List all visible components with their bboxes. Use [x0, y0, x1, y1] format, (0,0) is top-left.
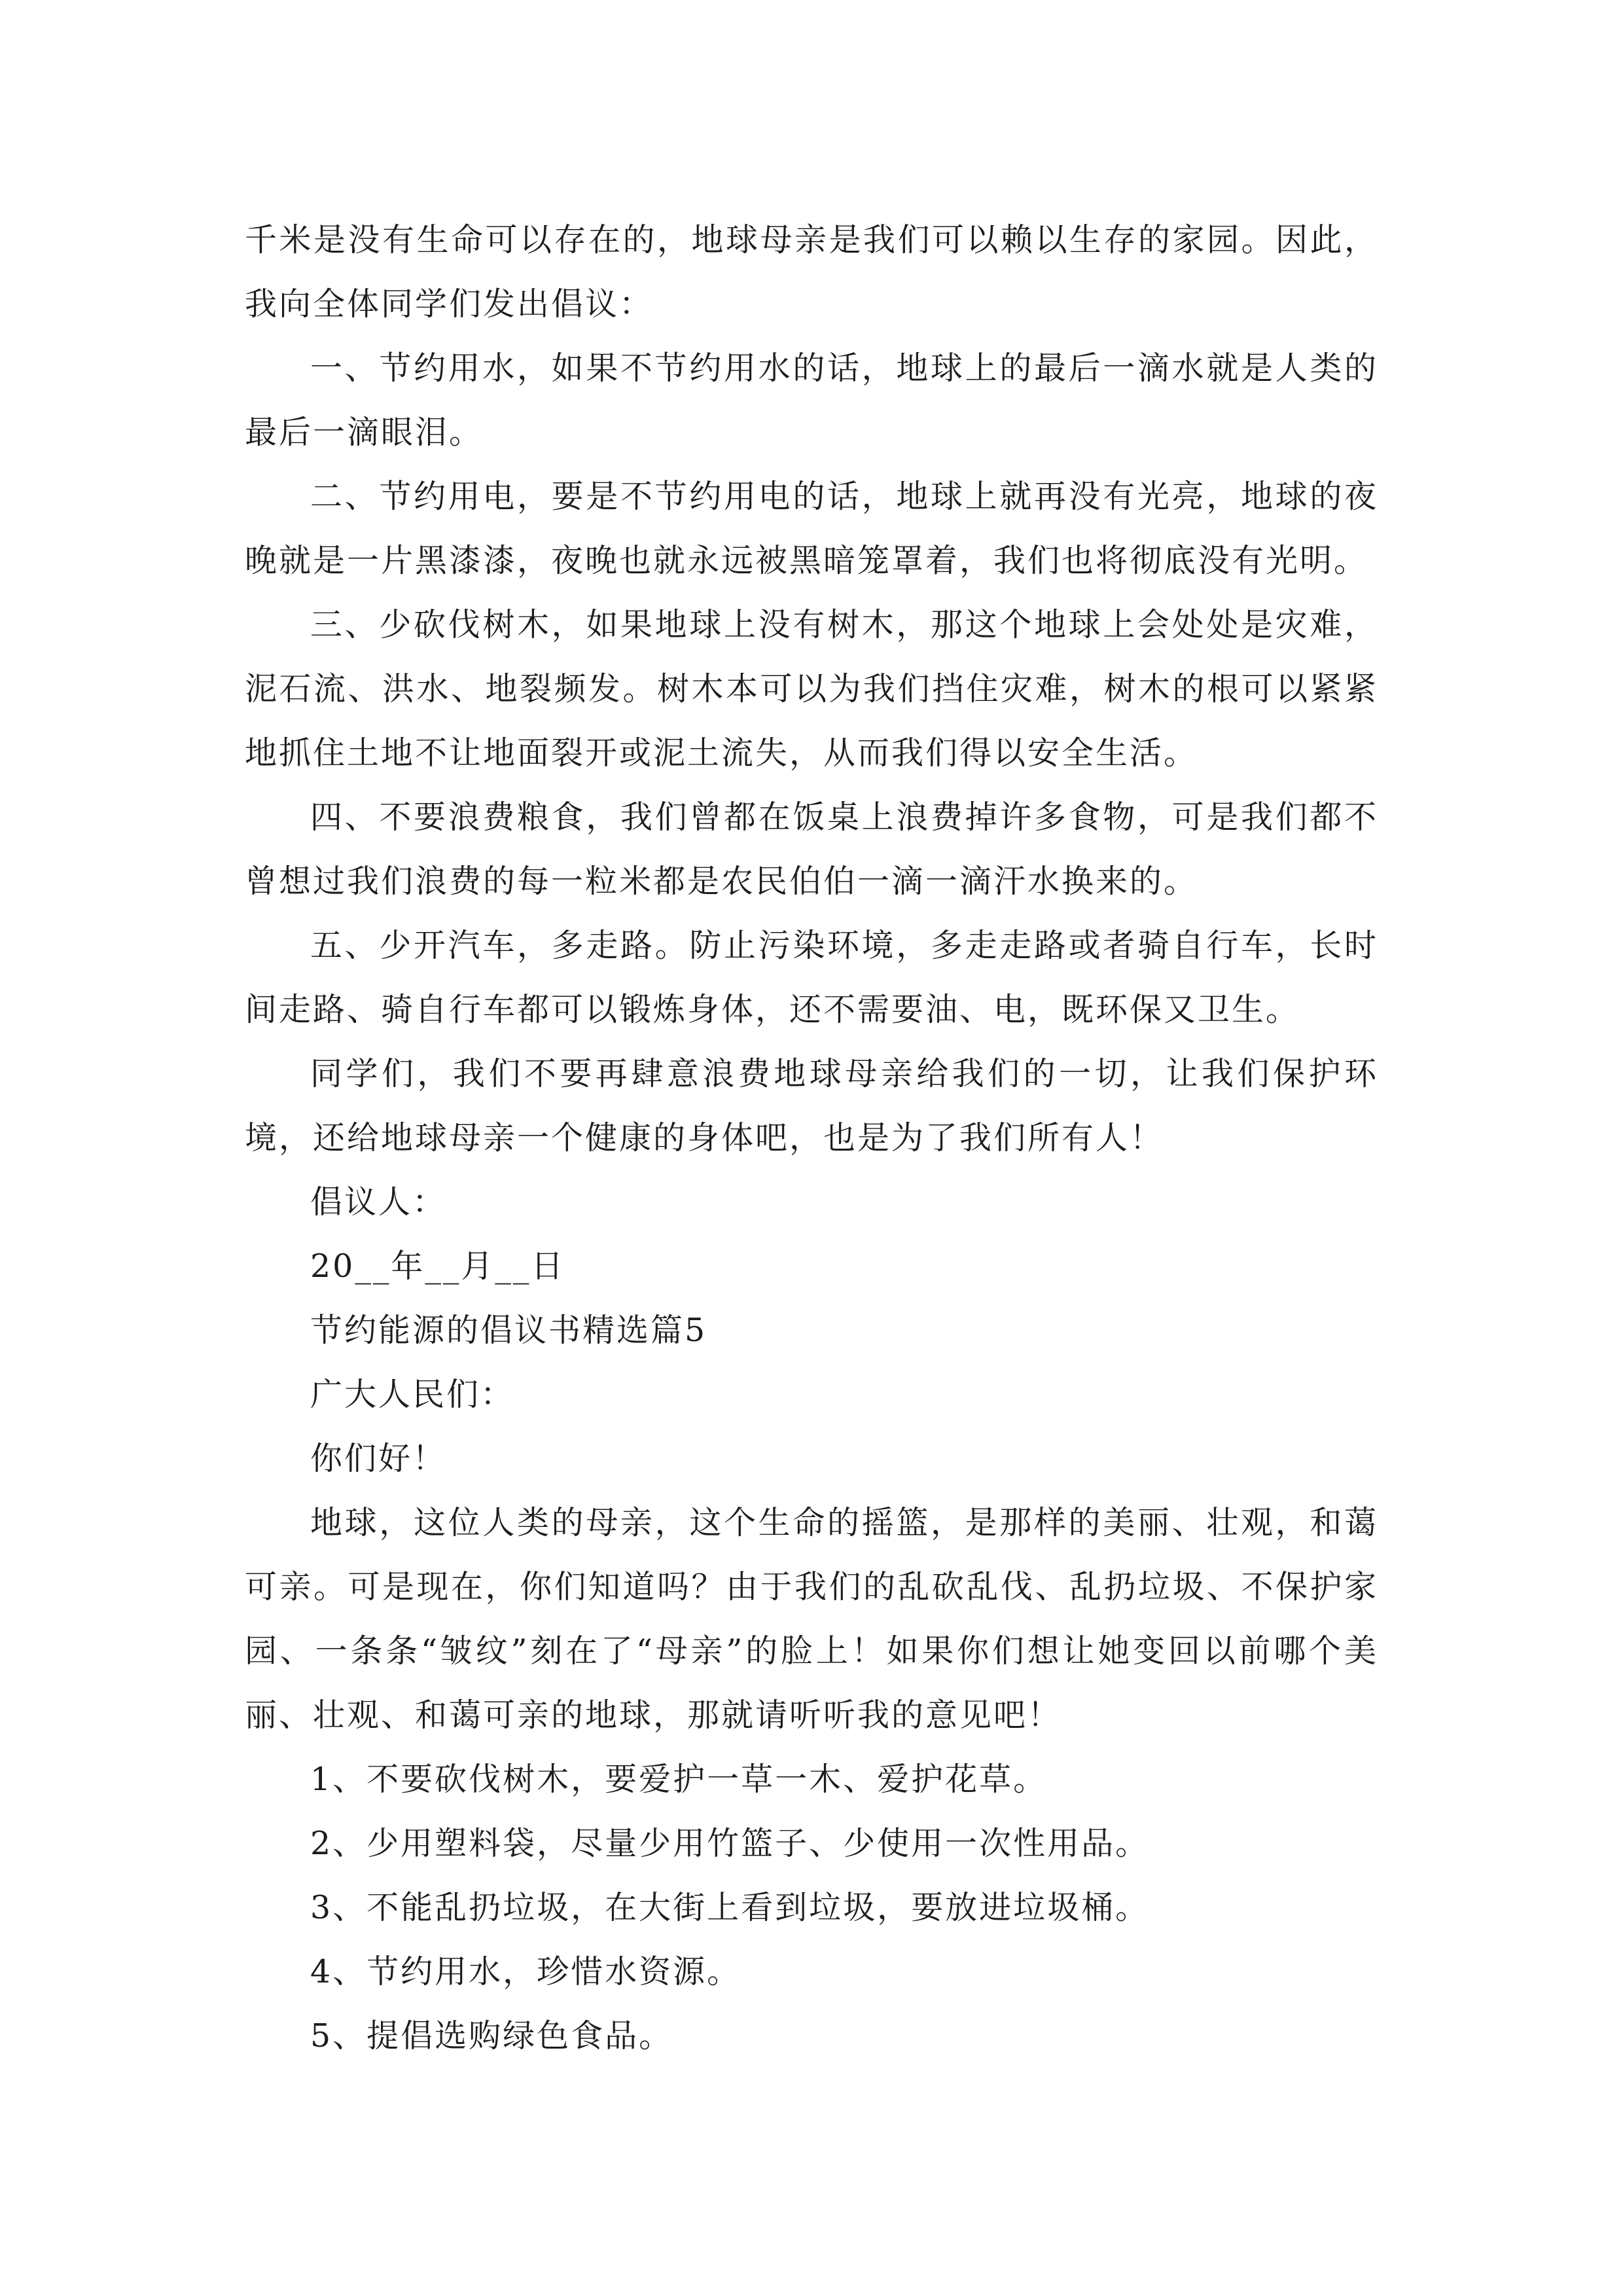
list-item-1: 1、不要砍伐树木，要爱护一草一木、爱护花草。 — [310, 1761, 1048, 1798]
section-title: 节约能源的倡议书精选篇5 — [310, 1312, 707, 1349]
paragraph-closing: 同学们，我们不要再肆意浪费地球母亲给我们的一切，让我们保护环境，还给地球母亲一个健康的身体吧，也是为了我们所有人！ — [245, 1055, 1378, 1157]
paragraph-continuation: 千米是没有生命可以存在的，地球母亲是我们可以赖以生存的家园。因此，我向全体同学们发出倡议： — [245, 221, 1378, 323]
document-body — [245, 208, 1378, 2068]
list-item-2: 2、少用塑料袋，尽量少用竹篮子、少使用一次性用品。 — [310, 1825, 1150, 1862]
signature-label: 倡议人： — [310, 1183, 447, 1221]
salutation: 广大人民们： — [310, 1376, 515, 1413]
list-item-3: 3、不能乱扔垃圾，在大街上看到垃圾，要放进垃圾桶。 — [310, 1889, 1150, 1926]
paragraph-intro: 地球，这位人类的母亲，这个生命的摇篮，是那样的美丽、壮观，和蔼可亲。可是现在，你们知道吗？由于我们的乱砍乱伐、乱扔垃圾、不保护家园、一条条“皱纹”刻在了“母亲”的脸上！如果你们想让她变回以前哪个美丽、壮观、和蔼可亲的地球，那就请听听我的意见吧！ — [245, 1504, 1378, 1734]
paragraph-proposal-2: 二、节约用电，要是不节约用电的话，地球上就再没有光亮，地球的夜晚就是一片黑漆漆，夜晚也就永远被黑暗笼罩着，我们也将彻底没有光明。 — [245, 478, 1378, 579]
paragraph-proposal-4: 四、不要浪费粮食，我们曾都在饭桌上浪费掉许多食物，可是我们都不曾想过我们浪费的每一粒米都是农民伯伯一滴一滴汗水换来的。 — [245, 798, 1378, 900]
list-item-5: 5、提倡选购绿色食品。 — [310, 2017, 673, 2054]
date-line: 20__年__月__日 — [310, 1247, 565, 1285]
greeting: 你们好！ — [310, 1440, 447, 1477]
list-item-4: 4、节约用水，珍惜水资源。 — [310, 1953, 741, 1990]
paragraph-proposal-3: 三、少砍伐树木，如果地球上没有树木，那这个地球上会处处是灾难，泥石流、洪水、地裂频发。树木本可以为我们挡住灾难，树木的根可以紧紧地抓住土地不让地面裂开或泥土流失，从而我们得以安全生活。 — [245, 606, 1378, 772]
paragraph-proposal-1: 一、节约用水，如果不节约用水的话，地球上的最后一滴水就是人类的最后一滴眼泪。 — [245, 350, 1378, 451]
paragraph-proposal-5: 五、少开汽车，多走路。防止污染环境，多走走路或者骑自行车，长时间走路、骑自行车都可以锻炼身体，还不需要油、电，既环保又卫生。 — [245, 927, 1378, 1028]
